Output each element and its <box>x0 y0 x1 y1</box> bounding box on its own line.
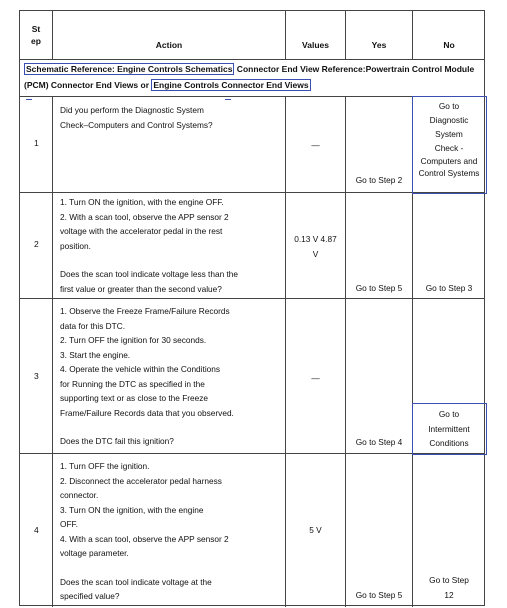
header-values: Values <box>302 40 329 50</box>
yes-action[interactable]: Go to Step 2 <box>355 175 403 185</box>
step-action: Did you perform the Diagnostic System Check–Computers and Control Systems? <box>60 105 213 130</box>
schematic-text: Connector End View Reference: <box>234 64 366 74</box>
row-divider <box>20 298 484 299</box>
step-action: 1. Turn OFF the ignition. 2. Disconnect the accelerator pedal harness connector. 3. Turn ON the ignition, with the engine OFF. 4. With a scan tool, observe the APP sensor 2 voltage parameter. Does the scan tool indicate voltage at the specified value? <box>60 461 229 601</box>
step-number: 2 <box>34 239 39 249</box>
step-action: 1. Turn ON the ignition, with the engine OFF. 2. With a scan tool, observe the APP sensor 2 voltage with the accelerator pedal in the rest position. Does the scan tool indicate voltage less than the first value or greater than the second value? <box>60 197 239 294</box>
step-number: 3 <box>34 371 39 381</box>
col-divider <box>345 11 346 59</box>
row-divider <box>20 59 484 60</box>
link-marker <box>225 99 231 100</box>
diagnostic-table <box>19 10 485 606</box>
col-divider <box>52 96 53 607</box>
step-value: — <box>311 140 320 150</box>
step-number: 4 <box>34 525 39 535</box>
step-value: — <box>311 373 320 383</box>
schematic-text: or <box>138 80 152 90</box>
col-divider <box>412 11 413 59</box>
schematic-reference <box>24 61 480 93</box>
engine-connector-link[interactable]: Engine Controls Connector End Views <box>153 80 309 90</box>
step-action: 1. Observe the Freeze Frame/Failure Records data for this DTC. 2. Turn OFF the ignition for 30 seconds. 3. Start the engine. 4. Operate the vehicle within the Conditions for Running the DTC as specified in the supporting text or as close to the Freeze Frame/Failure Records data that you observed. Does the DTC fail this ignition? <box>60 306 234 446</box>
col-divider <box>285 11 286 59</box>
no-action[interactable]: Go to Diagnostic System Check - Computers and Control Systems <box>418 101 480 178</box>
header-action: Action <box>155 40 183 50</box>
link-marker <box>26 99 32 100</box>
yes-action[interactable]: Go to Step 5 <box>355 283 403 293</box>
step-number: 1 <box>34 138 39 148</box>
pcm-connector-link[interactable]: Powertrain Control Module (PCM) Connector End Views <box>24 64 475 90</box>
step-value: 0.13 V 4.87 V <box>294 234 337 259</box>
no-action[interactable]: Go to Intermittent Conditions <box>428 409 470 448</box>
header-yes: Yes <box>371 40 387 50</box>
step-value: 5 V <box>309 525 322 535</box>
schematic-link[interactable]: Schematic Reference: Engine Controls Schematics <box>26 64 233 74</box>
no-action[interactable]: Go to Step 3 <box>425 283 473 293</box>
yes-action[interactable]: Go to Step 5 <box>355 590 403 600</box>
no-action[interactable]: Go to Step 12 <box>429 575 469 600</box>
col-divider <box>52 11 53 59</box>
header-step: St ep <box>31 24 41 46</box>
yes-action[interactable]: Go to Step 4 <box>355 437 403 447</box>
header-no: No <box>443 40 455 50</box>
